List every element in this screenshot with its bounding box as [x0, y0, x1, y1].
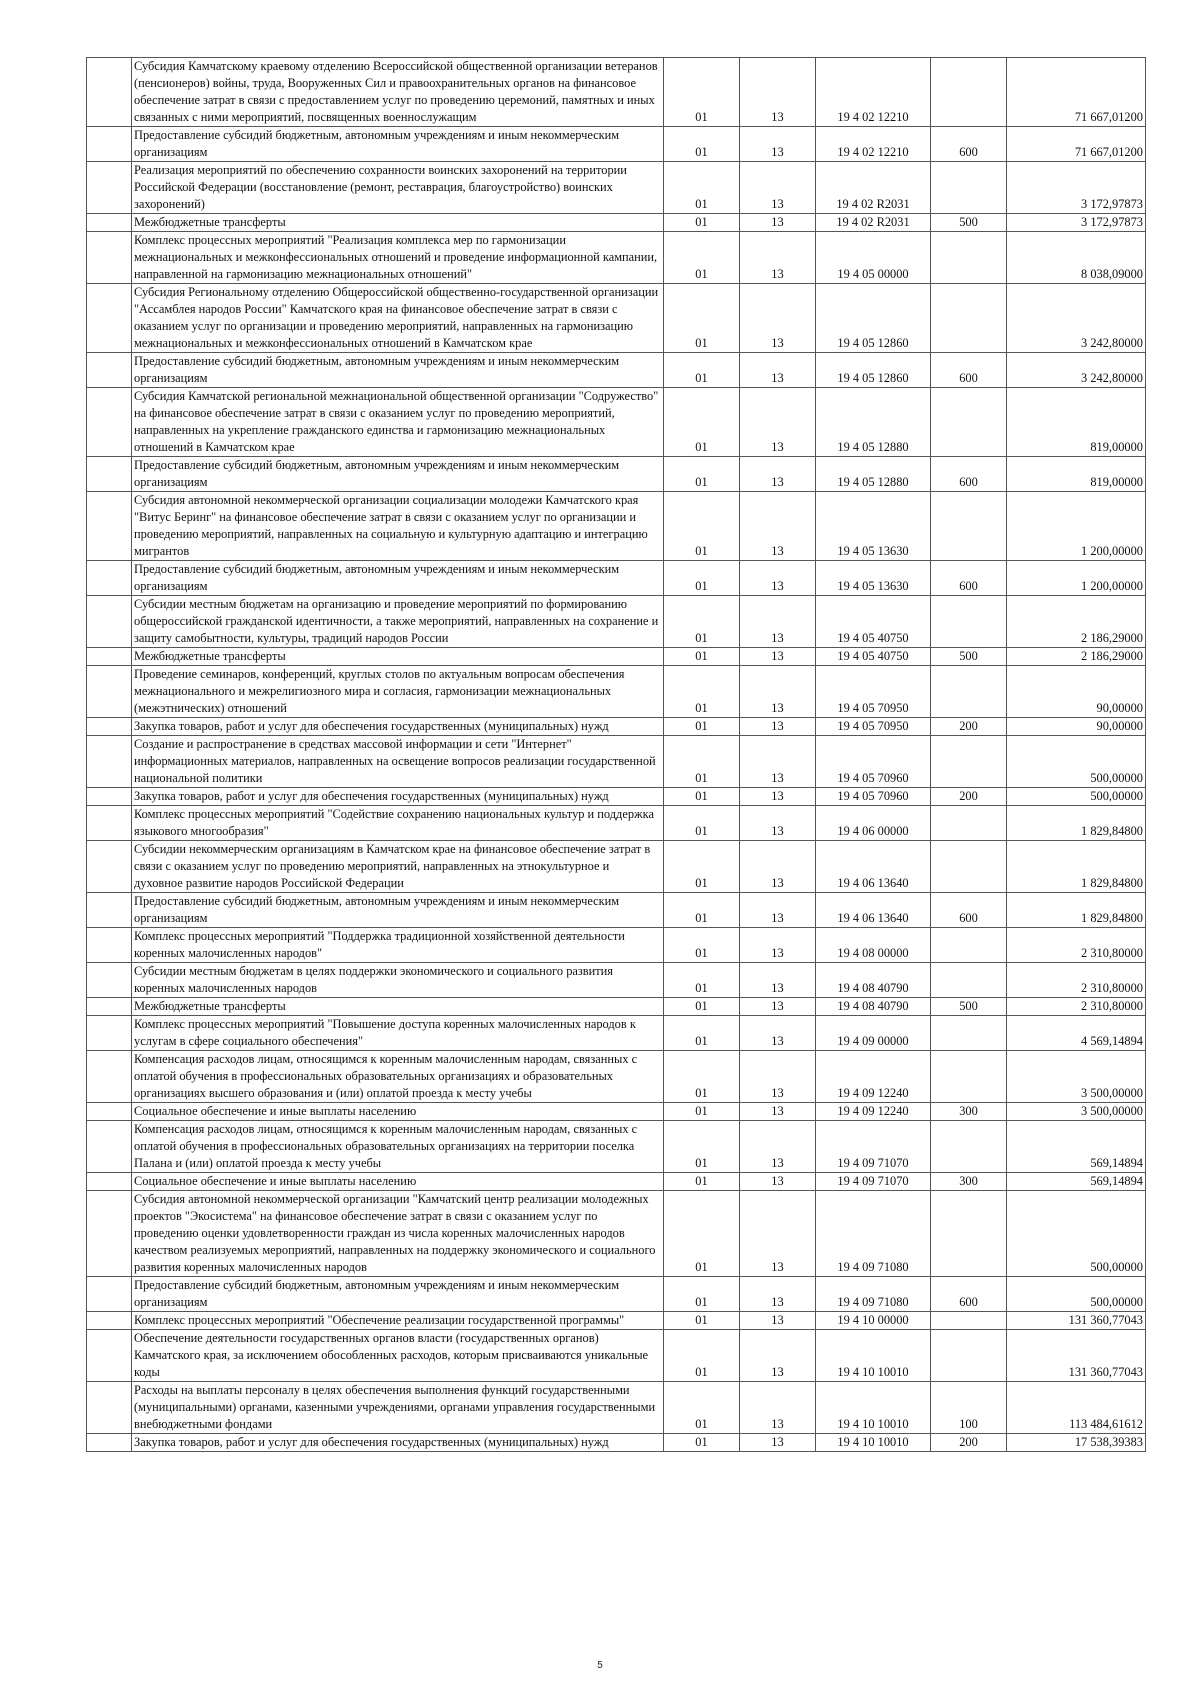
table-row: [87, 596, 1146, 648]
section-code-cell: 01: [664, 561, 740, 596]
table-row: [87, 214, 1146, 232]
amount-cell: 131 360,77043: [1007, 1312, 1146, 1330]
empty-cell: [87, 353, 132, 388]
table-row: [87, 162, 1146, 214]
table-row: [87, 718, 1146, 736]
item-name-cell: Расходы на выплаты персоналу в целях обеспечения выполнения функций государственными (муниципальными) органами, казенными учреждениями, органами управления государственными внебюджетными фондами: [132, 1382, 664, 1434]
target-article-cell: 19 4 05 70950: [816, 718, 931, 736]
table-row: [87, 1382, 1146, 1434]
expense-type-cell: 300: [931, 1103, 1007, 1121]
table-row: [87, 666, 1146, 718]
empty-cell: [87, 284, 132, 353]
target-article-cell: 19 4 10 10010: [816, 1434, 931, 1452]
item-name-cell: Межбюджетные трансферты: [132, 648, 664, 666]
amount-cell: 1 829,84800: [1007, 806, 1146, 841]
subsection-code-cell: 13: [740, 666, 816, 718]
empty-cell: [87, 232, 132, 284]
target-article-cell: 19 4 02 12210: [816, 58, 931, 127]
empty-cell: [87, 561, 132, 596]
target-article-cell: 19 4 09 12240: [816, 1103, 931, 1121]
subsection-code-cell: 13: [740, 127, 816, 162]
amount-cell: 3 172,97873: [1007, 162, 1146, 214]
item-name-cell: Компенсация расходов лицам, относящимся к коренным малочисленным народам, связанных с оплатой обучения в профессиональных образовательных организациях на территории поселка Палана и (или) оплатой проезда к месту учебы: [132, 1121, 664, 1173]
section-code-cell: 01: [664, 1312, 740, 1330]
empty-cell: [87, 1103, 132, 1121]
target-article-cell: 19 4 05 00000: [816, 232, 931, 284]
target-article-cell: 19 4 05 70960: [816, 736, 931, 788]
section-code-cell: 01: [664, 1051, 740, 1103]
item-name-cell: Межбюджетные трансферты: [132, 214, 664, 232]
expense-type-cell: 200: [931, 718, 1007, 736]
item-name-cell: Межбюджетные трансферты: [132, 998, 664, 1016]
target-article-cell: 19 4 05 70960: [816, 788, 931, 806]
item-name-cell: Субсидии местным бюджетам на организацию и проведение мероприятий по формированию общероссийской гражданской идентичности, а также мероприятий, направленных на сохранение и защиту самобытности, культуры, традиций народов России: [132, 596, 664, 648]
expense-type-cell: [931, 1312, 1007, 1330]
expense-type-cell: 500: [931, 214, 1007, 232]
subsection-code-cell: 13: [740, 1277, 816, 1312]
expense-type-cell: 200: [931, 788, 1007, 806]
table-row: [87, 841, 1146, 893]
budget-table: [86, 57, 1146, 1452]
table-row: [87, 736, 1146, 788]
expense-type-cell: [931, 928, 1007, 963]
subsection-code-cell: 13: [740, 841, 816, 893]
table-row: [87, 457, 1146, 492]
section-code-cell: 01: [664, 58, 740, 127]
subsection-code-cell: 13: [740, 457, 816, 492]
expense-type-cell: 600: [931, 1277, 1007, 1312]
empty-cell: [87, 893, 132, 928]
empty-cell: [87, 162, 132, 214]
expense-type-cell: [931, 232, 1007, 284]
table-row: [87, 928, 1146, 963]
amount-cell: 131 360,77043: [1007, 1330, 1146, 1382]
table-row: [87, 1434, 1146, 1452]
expense-type-cell: [931, 388, 1007, 457]
amount-cell: 2 310,80000: [1007, 998, 1146, 1016]
table-row: [87, 1016, 1146, 1051]
item-name-cell: Субсидии местным бюджетам в целях поддержки экономического и социального развития коренных малочисленных народов: [132, 963, 664, 998]
target-article-cell: 19 4 02 12210: [816, 127, 931, 162]
subsection-code-cell: 13: [740, 1191, 816, 1277]
item-name-cell: Предоставление субсидий бюджетным, автономным учреждениям и иным некоммерческим организациям: [132, 353, 664, 388]
section-code-cell: 01: [664, 214, 740, 232]
table-row: [87, 127, 1146, 162]
item-name-cell: Реализация мероприятий по обеспечению сохранности воинских захоронений на территории Российской Федерации (восстановление (ремонт, реставрация, благоустройство) воинских захоронений): [132, 162, 664, 214]
empty-cell: [87, 492, 132, 561]
table-row: [87, 1103, 1146, 1121]
target-article-cell: 19 4 10 10010: [816, 1382, 931, 1434]
amount-cell: 3 172,97873: [1007, 214, 1146, 232]
section-code-cell: 01: [664, 284, 740, 353]
item-name-cell: Обеспечение деятельности государственных органов власти (государственных органов) Камчатского края, за исключением обособленных расходов, которым присваиваются уникальные коды: [132, 1330, 664, 1382]
table-row: [87, 788, 1146, 806]
amount-cell: 500,00000: [1007, 1277, 1146, 1312]
section-code-cell: 01: [664, 718, 740, 736]
expense-type-cell: 500: [931, 648, 1007, 666]
expense-type-cell: 200: [931, 1434, 1007, 1452]
subsection-code-cell: 13: [740, 1434, 816, 1452]
expense-type-cell: [931, 1051, 1007, 1103]
table-row: [87, 1312, 1146, 1330]
amount-cell: 3 500,00000: [1007, 1103, 1146, 1121]
expense-type-cell: [931, 1016, 1007, 1051]
amount-cell: 90,00000: [1007, 718, 1146, 736]
table-row: [87, 492, 1146, 561]
subsection-code-cell: 13: [740, 788, 816, 806]
section-code-cell: 01: [664, 457, 740, 492]
section-code-cell: 01: [664, 1277, 740, 1312]
expense-type-cell: [931, 841, 1007, 893]
page-number: 5: [597, 1660, 603, 1671]
table-row: [87, 1173, 1146, 1191]
target-article-cell: 19 4 09 00000: [816, 1016, 931, 1051]
target-article-cell: 19 4 05 40750: [816, 596, 931, 648]
subsection-code-cell: 13: [740, 1312, 816, 1330]
amount-cell: 2 186,29000: [1007, 648, 1146, 666]
expense-type-cell: 600: [931, 561, 1007, 596]
table-row: [87, 1121, 1146, 1173]
amount-cell: 113 484,61612: [1007, 1382, 1146, 1434]
item-name-cell: Субсидия автономной некоммерческой организации "Камчатский центр реализации молодежных проектов "Экосистема" на финансовое обеспечение затрат в связи с оказанием услуг по проведению оценки удовлетворенности граждан из числа коренных малочисленных народов качеством реализуемых мероприятий, направленных на поддержку экономического и социального развития коренных малочисленных народов: [132, 1191, 664, 1277]
table-row: [87, 561, 1146, 596]
empty-cell: [87, 736, 132, 788]
amount-cell: 819,00000: [1007, 388, 1146, 457]
target-article-cell: 19 4 06 00000: [816, 806, 931, 841]
amount-cell: 2 310,80000: [1007, 963, 1146, 998]
target-article-cell: 19 4 09 12240: [816, 1051, 931, 1103]
amount-cell: 500,00000: [1007, 1191, 1146, 1277]
section-code-cell: 01: [664, 736, 740, 788]
subsection-code-cell: 13: [740, 492, 816, 561]
item-name-cell: Компенсация расходов лицам, относящимся к коренным малочисленным народам, связанных с оплатой обучения в профессиональных образовательных организациях и образовательных организациях высшего образования и (или) оплатой проезда к месту учебы: [132, 1051, 664, 1103]
section-code-cell: 01: [664, 353, 740, 388]
item-name-cell: Социальное обеспечение и иные выплаты населению: [132, 1103, 664, 1121]
subsection-code-cell: 13: [740, 388, 816, 457]
section-code-cell: 01: [664, 1121, 740, 1173]
item-name-cell: Комплекс процессных мероприятий "Повышение доступа коренных малочисленных народов к услугам в сфере социального обеспечения": [132, 1016, 664, 1051]
expense-type-cell: [931, 284, 1007, 353]
section-code-cell: 01: [664, 806, 740, 841]
subsection-code-cell: 13: [740, 998, 816, 1016]
item-name-cell: Предоставление субсидий бюджетным, автономным учреждениям и иным некоммерческим организациям: [132, 561, 664, 596]
section-code-cell: 01: [664, 648, 740, 666]
subsection-code-cell: 13: [740, 648, 816, 666]
subsection-code-cell: 13: [740, 162, 816, 214]
amount-cell: 500,00000: [1007, 736, 1146, 788]
empty-cell: [87, 1330, 132, 1382]
amount-cell: 1 829,84800: [1007, 893, 1146, 928]
subsection-code-cell: 13: [740, 963, 816, 998]
target-article-cell: 19 4 02 R2031: [816, 214, 931, 232]
subsection-code-cell: 13: [740, 1121, 816, 1173]
target-article-cell: 19 4 05 12860: [816, 284, 931, 353]
empty-cell: [87, 963, 132, 998]
item-name-cell: Субсидии некоммерческим организациям в Камчатском крае на финансовое обеспечение затрат в связи с оказанием услуг по проведению мероприятий, направленных на этнокультурное и духовное развитие народов Российской Федерации: [132, 841, 664, 893]
target-article-cell: 19 4 05 13630: [816, 561, 931, 596]
target-article-cell: 19 4 08 40790: [816, 963, 931, 998]
item-name-cell: Субсидия Камчатскому краевому отделению Всероссийской общественной организации ветеранов (пенсионеров) войны, труда, Вооруженных Сил и правоохранительных органов на финансовое обеспечение затрат в связи с предоставлением услуг по проведению церемоний, памятных и иных связанных с ними мероприятий, посвященных военнослужащим: [132, 58, 664, 127]
expense-type-cell: [931, 666, 1007, 718]
target-article-cell: 19 4 10 00000: [816, 1312, 931, 1330]
empty-cell: [87, 1016, 132, 1051]
target-article-cell: 19 4 06 13640: [816, 841, 931, 893]
subsection-code-cell: 13: [740, 284, 816, 353]
expense-type-cell: [931, 596, 1007, 648]
table-row: [87, 388, 1146, 457]
expense-type-cell: [931, 736, 1007, 788]
subsection-code-cell: 13: [740, 1330, 816, 1382]
amount-cell: 71 667,01200: [1007, 127, 1146, 162]
item-name-cell: Субсидия автономной некоммерческой организации социализации молодежи Камчатского края "Витус Беринг" на финансовое обеспечение затрат в связи с оказанием услуг по организации и проведению мероприятий, направленных на социальную и культурную адаптацию и интеграцию мигрантов: [132, 492, 664, 561]
subsection-code-cell: 13: [740, 1173, 816, 1191]
target-article-cell: 19 4 05 12860: [816, 353, 931, 388]
expense-type-cell: [931, 1191, 1007, 1277]
empty-cell: [87, 1121, 132, 1173]
section-code-cell: 01: [664, 1173, 740, 1191]
empty-cell: [87, 1191, 132, 1277]
expense-type-cell: 600: [931, 457, 1007, 492]
table-row: [87, 963, 1146, 998]
subsection-code-cell: 13: [740, 1382, 816, 1434]
expense-type-cell: [931, 1121, 1007, 1173]
section-code-cell: 01: [664, 1103, 740, 1121]
item-name-cell: Комплекс процессных мероприятий "Обеспечение реализации государственной программы": [132, 1312, 664, 1330]
amount-cell: 71 667,01200: [1007, 58, 1146, 127]
empty-cell: [87, 1434, 132, 1452]
amount-cell: 1 200,00000: [1007, 561, 1146, 596]
expense-type-cell: [931, 492, 1007, 561]
target-article-cell: 19 4 05 13630: [816, 492, 931, 561]
subsection-code-cell: 13: [740, 214, 816, 232]
target-article-cell: 19 4 09 71080: [816, 1277, 931, 1312]
expense-type-cell: [931, 806, 1007, 841]
table-row: [87, 893, 1146, 928]
subsection-code-cell: 13: [740, 1016, 816, 1051]
amount-cell: 3 500,00000: [1007, 1051, 1146, 1103]
item-name-cell: Предоставление субсидий бюджетным, автономным учреждениям и иным некоммерческим организациям: [132, 457, 664, 492]
empty-cell: [87, 1277, 132, 1312]
expense-type-cell: [931, 1330, 1007, 1382]
amount-cell: 569,14894: [1007, 1121, 1146, 1173]
expense-type-cell: [931, 162, 1007, 214]
target-article-cell: 19 4 09 71070: [816, 1173, 931, 1191]
expense-type-cell: 100: [931, 1382, 1007, 1434]
item-name-cell: Создание и распространение в средствах массовой информации и сети "Интернет" информационных материалов, направленных на освещение вопросов реализации государственной национальной политики: [132, 736, 664, 788]
section-code-cell: 01: [664, 127, 740, 162]
expense-type-cell: 500: [931, 998, 1007, 1016]
section-code-cell: 01: [664, 492, 740, 561]
amount-cell: 3 242,80000: [1007, 353, 1146, 388]
target-article-cell: 19 4 09 71070: [816, 1121, 931, 1173]
target-article-cell: 19 4 08 40790: [816, 998, 931, 1016]
empty-cell: [87, 788, 132, 806]
table-row: [87, 1191, 1146, 1277]
item-name-cell: Предоставление субсидий бюджетным, автономным учреждениям и иным некоммерческим организациям: [132, 1277, 664, 1312]
target-article-cell: 19 4 02 R2031: [816, 162, 931, 214]
expense-type-cell: 300: [931, 1173, 1007, 1191]
section-code-cell: 01: [664, 666, 740, 718]
amount-cell: 4 569,14894: [1007, 1016, 1146, 1051]
subsection-code-cell: 13: [740, 928, 816, 963]
item-name-cell: Субсидия Камчатской региональной межнациональной общественной организации "Содружество" на финансовое обеспечение затрат в связи с оказанием услуг по проведению мероприятий, направленных на укрепление гражданского единства и гармонизацию межнациональных отношений в Камчатском крае: [132, 388, 664, 457]
empty-cell: [87, 1051, 132, 1103]
amount-cell: 500,00000: [1007, 788, 1146, 806]
table-row: [87, 1330, 1146, 1382]
table-row: [87, 284, 1146, 353]
section-code-cell: 01: [664, 232, 740, 284]
expense-type-cell: 600: [931, 127, 1007, 162]
subsection-code-cell: 13: [740, 353, 816, 388]
item-name-cell: Предоставление субсидий бюджетным, автономным учреждениям и иным некоммерческим организациям: [132, 893, 664, 928]
subsection-code-cell: 13: [740, 806, 816, 841]
empty-cell: [87, 1312, 132, 1330]
target-article-cell: 19 4 05 12880: [816, 388, 931, 457]
item-name-cell: Закупка товаров, работ и услуг для обеспечения государственных (муниципальных) нужд: [132, 788, 664, 806]
amount-cell: 8 038,09000: [1007, 232, 1146, 284]
item-name-cell: Комплекс процессных мероприятий "Содействие сохранению национальных культур и поддержка языкового многообразия": [132, 806, 664, 841]
section-code-cell: 01: [664, 893, 740, 928]
amount-cell: 1 829,84800: [1007, 841, 1146, 893]
item-name-cell: Социальное обеспечение и иные выплаты населению: [132, 1173, 664, 1191]
empty-cell: [87, 806, 132, 841]
table-row: [87, 58, 1146, 127]
expense-type-cell: [931, 58, 1007, 127]
amount-cell: 1 200,00000: [1007, 492, 1146, 561]
target-article-cell: 19 4 05 12880: [816, 457, 931, 492]
empty-cell: [87, 666, 132, 718]
target-article-cell: 19 4 09 71080: [816, 1191, 931, 1277]
amount-cell: 3 242,80000: [1007, 284, 1146, 353]
subsection-code-cell: 13: [740, 736, 816, 788]
target-article-cell: 19 4 05 40750: [816, 648, 931, 666]
subsection-code-cell: 13: [740, 1103, 816, 1121]
table-row: [87, 998, 1146, 1016]
item-name-cell: Комплекс процессных мероприятий "Реализация комплекса мер по гармонизации межнациональных и межконфессиональных отношений и проведение информационной кампании, направленной на гармонизацию межнациональных отношений": [132, 232, 664, 284]
item-name-cell: Проведение семинаров, конференций, круглых столов по актуальным вопросам обеспечения межнационального и межрелигиозного мира и согласия, гармонизации межнациональных (межэтнических) отношений: [132, 666, 664, 718]
subsection-code-cell: 13: [740, 561, 816, 596]
subsection-code-cell: 13: [740, 596, 816, 648]
target-article-cell: 19 4 06 13640: [816, 893, 931, 928]
amount-cell: 819,00000: [1007, 457, 1146, 492]
empty-cell: [87, 58, 132, 127]
section-code-cell: 01: [664, 841, 740, 893]
empty-cell: [87, 596, 132, 648]
section-code-cell: 01: [664, 1191, 740, 1277]
amount-cell: 17 538,39383: [1007, 1434, 1146, 1452]
table-row: [87, 232, 1146, 284]
item-name-cell: Предоставление субсидий бюджетным, автономным учреждениям и иным некоммерческим организациям: [132, 127, 664, 162]
amount-cell: 2 310,80000: [1007, 928, 1146, 963]
section-code-cell: 01: [664, 1382, 740, 1434]
section-code-cell: 01: [664, 1016, 740, 1051]
empty-cell: [87, 928, 132, 963]
amount-cell: 569,14894: [1007, 1173, 1146, 1191]
section-code-cell: 01: [664, 1434, 740, 1452]
subsection-code-cell: 13: [740, 1051, 816, 1103]
table-body: [87, 58, 1146, 1452]
expense-type-cell: [931, 963, 1007, 998]
subsection-code-cell: 13: [740, 58, 816, 127]
subsection-code-cell: 13: [740, 718, 816, 736]
table-row: [87, 1051, 1146, 1103]
section-code-cell: 01: [664, 596, 740, 648]
empty-cell: [87, 998, 132, 1016]
section-code-cell: 01: [664, 963, 740, 998]
item-name-cell: Комплекс процессных мероприятий "Поддержка традиционной хозяйственной деятельности коренных малочисленных народов": [132, 928, 664, 963]
item-name-cell: Закупка товаров, работ и услуг для обеспечения государственных (муниципальных) нужд: [132, 718, 664, 736]
section-code-cell: 01: [664, 928, 740, 963]
empty-cell: [87, 718, 132, 736]
empty-cell: [87, 127, 132, 162]
empty-cell: [87, 457, 132, 492]
empty-cell: [87, 648, 132, 666]
empty-cell: [87, 1173, 132, 1191]
section-code-cell: 01: [664, 788, 740, 806]
table-row: [87, 648, 1146, 666]
section-code-cell: 01: [664, 1330, 740, 1382]
target-article-cell: 19 4 08 00000: [816, 928, 931, 963]
empty-cell: [87, 388, 132, 457]
expense-type-cell: 600: [931, 353, 1007, 388]
table-row: [87, 353, 1146, 388]
empty-cell: [87, 841, 132, 893]
expense-type-cell: 600: [931, 893, 1007, 928]
subsection-code-cell: 13: [740, 232, 816, 284]
table-row: [87, 806, 1146, 841]
target-article-cell: 19 4 10 10010: [816, 1330, 931, 1382]
item-name-cell: Субсидия Региональному отделению Общероссийской общественно-государственной организации "Ассамблея народов России" Камчатского края на финансовое обеспечение затрат в связи с оказанием услуг по организации и проведению мероприятий, направленных на гармонизацию межнациональных и межконфессиональных отношений в Камчатском крае: [132, 284, 664, 353]
section-code-cell: 01: [664, 388, 740, 457]
section-code-cell: 01: [664, 162, 740, 214]
empty-cell: [87, 1382, 132, 1434]
section-code-cell: 01: [664, 998, 740, 1016]
table-row: [87, 1277, 1146, 1312]
empty-cell: [87, 214, 132, 232]
amount-cell: 90,00000: [1007, 666, 1146, 718]
target-article-cell: 19 4 05 70950: [816, 666, 931, 718]
amount-cell: 2 186,29000: [1007, 596, 1146, 648]
subsection-code-cell: 13: [740, 893, 816, 928]
item-name-cell: Закупка товаров, работ и услуг для обеспечения государственных (муниципальных) нужд: [132, 1434, 664, 1452]
